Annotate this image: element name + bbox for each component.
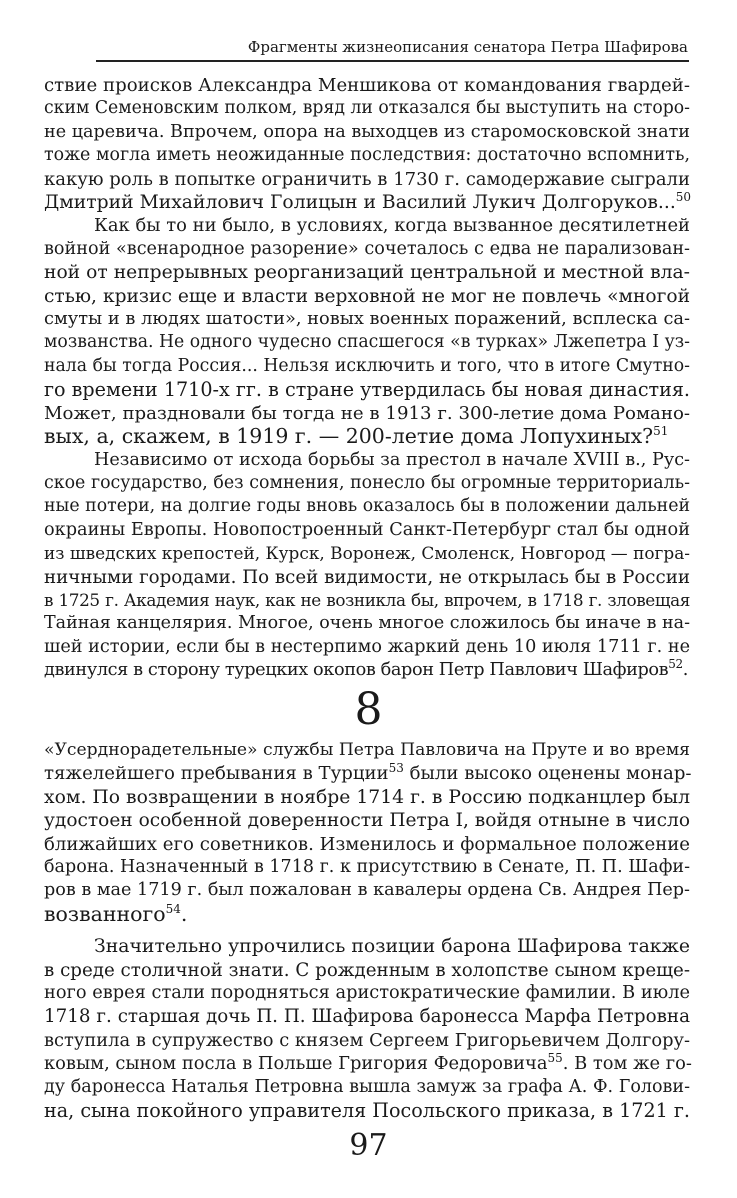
paragraph-1 xyxy=(44,74,690,214)
text-line: из шведских крепостей, Курск, Воронеж, Смоленск, Новгород — погра- xyxy=(44,543,690,564)
text-line: ским Семеновским полком, вряд ли отказался бы выступить на сторо- xyxy=(44,98,690,119)
text-run: возванного xyxy=(44,901,166,926)
text-line: барона. Назначенный в 1718 г. к присутствию в Сенате, П. П. Шафи- xyxy=(44,857,690,878)
text-run: Дмитрий Михайлович Голицын и Василий Лукич Долгоруков... xyxy=(44,192,676,214)
text-line: Может, праздновали бы тогда не в 1913 г. 300-летие дома Романо- xyxy=(44,402,690,424)
paragraph-4 xyxy=(44,739,690,926)
paragraph-3 xyxy=(44,449,690,683)
text-line: удостоен особенной доверенности Петра I, войдя отныне в число xyxy=(44,810,690,832)
text-line: стью, кризис еще и власти верховной не мог не повлечь «многой xyxy=(44,285,690,307)
text-line: нала бы тогда Россия... Нельзя исключить и того, что в итоге Смутно- xyxy=(44,355,690,376)
footnote-ref: 50 xyxy=(675,189,692,204)
footnote-ref: 54 xyxy=(165,902,181,917)
text-run: тяжелейшего пребывания в Турции xyxy=(44,763,389,785)
text-line: смуты и в людях шатости», новых военных поражений, всплеска са- xyxy=(44,309,690,330)
text-run: вых, а, скажем, в 1919 г. — 200-летие дома Лопухиных? xyxy=(44,424,654,449)
text-line: Как бы то ни было, в условиях, когда вызванное десятилетней xyxy=(94,215,690,237)
footnote-ref: 53 xyxy=(388,761,404,776)
paragraph-2 xyxy=(44,214,690,448)
text-line: какую роль в попытке ограничить в 1730 г. самодержавие сыграли xyxy=(44,168,690,190)
text-line: в среде столичной знати. С рожденным в холопстве сыном креще- xyxy=(44,959,690,981)
paragraph-gap xyxy=(44,926,690,935)
text-line: ного еврея стали породняться аристократические фамилии. В июле xyxy=(44,983,690,1004)
text-line: ров в мае 1719 г. был пожалован в кавалеры ордена Св. Андрея Пер- xyxy=(44,880,690,901)
text-line: ной от непрерывных реорганизаций центральной и местной вла- xyxy=(44,262,690,284)
footnote-ref: 51 xyxy=(653,424,669,439)
text-line: хом. По возвращении в ноябре 1714 г. в Россию подканцлер был xyxy=(44,786,690,808)
text-run: ковым, сыном посла в Польше Григория Федоровича xyxy=(44,1053,548,1075)
text-run: . xyxy=(682,660,688,681)
text-line: тоже могла иметь неожиданные последствия: достаточно вспомнить, xyxy=(44,145,690,166)
text-line: окраины Европы. Новопостроенный Санкт-Петербург стал бы одной xyxy=(44,519,690,540)
text-line: Независимо от исхода борьбы за престол в начале XVIII в., Рус- xyxy=(94,449,690,470)
text-line: шей истории, если бы в нестерпимо жаркий день 10 июля 1711 г. не xyxy=(44,636,690,657)
text-line: ское государство, без сомнения, понесло бы огромные территориаль- xyxy=(44,472,690,493)
text-line: «Усерднорадетельные» службы Петра Павловича на Пруте и во время xyxy=(44,740,690,760)
chapter-number: 8 xyxy=(354,684,383,735)
text-line: ные потери, на долгие годы вновь оказалось бы в положении дальней xyxy=(44,496,690,517)
text-line: Тайная канцелярия. Многое, очень многое сложилось бы иначе в на- xyxy=(44,613,690,634)
text-line: Значительно упрочились позиции барона Шафирова также xyxy=(94,936,690,958)
running-header: Фрагменты жизнеописания сенатора Петра Шафирова xyxy=(247,38,688,56)
main-text xyxy=(44,74,690,683)
text-line: 1718 г. старшая дочь П. П. Шафирова баронесса Марфа Петровна xyxy=(44,1006,690,1028)
chapter-text xyxy=(44,739,690,1123)
footnote-ref: 55 xyxy=(547,1051,563,1066)
text-line: ду баронесса Наталья Петровна вышла замуж за графа А. Ф. Голови- xyxy=(44,1076,690,1097)
text-line: в 1725 г. Академия наук, как не возникла бы, впрочем, в 1718 г. зловещая xyxy=(44,589,690,610)
text-line: на, сына покойного управителя Посольского приказа, в 1721 г. xyxy=(44,1099,690,1123)
text-line: ничными городами. По всей видимости, не открылась бы в России xyxy=(44,566,690,588)
paragraph-5 xyxy=(44,935,690,1122)
text-line: мозванства. Не одного чудесно спасшегося «в турках» Лжепетра I уз- xyxy=(44,332,690,353)
text-run: . В том же го- xyxy=(562,1053,692,1075)
text-line xyxy=(44,425,690,448)
text-line: го времени 1710-х гг. в стране утвердилась бы новая династия. xyxy=(44,378,690,402)
text-run: . xyxy=(180,901,188,926)
text-line xyxy=(44,659,690,682)
text-line: ствие происков Александра Меншикова от командования гвардей- xyxy=(44,75,690,96)
text-run: были высоко оценены монар- xyxy=(403,763,692,785)
page-number: 97 xyxy=(349,1128,388,1163)
text-line xyxy=(44,762,690,785)
header-rule xyxy=(96,60,689,62)
text-line: не царевича. Впрочем, опора на выходцев из старомосковской знати xyxy=(44,121,690,142)
text-line: вступила в супружество с князем Сергеем Григорьевичем Долгору- xyxy=(44,1029,690,1051)
text-line: войной «всенародное разорение» сочеталось с едва не парализован- xyxy=(44,238,690,259)
text-line xyxy=(44,903,690,926)
text-line: ближайших его советников. Изменилось и формальное положение xyxy=(44,833,690,855)
text-line xyxy=(44,1052,690,1075)
footnote-ref: 52 xyxy=(668,657,683,672)
text-run: двинулся в сторону турецких окопов барон Петр Павлович Шафиров xyxy=(44,660,669,681)
text-line xyxy=(44,191,690,214)
